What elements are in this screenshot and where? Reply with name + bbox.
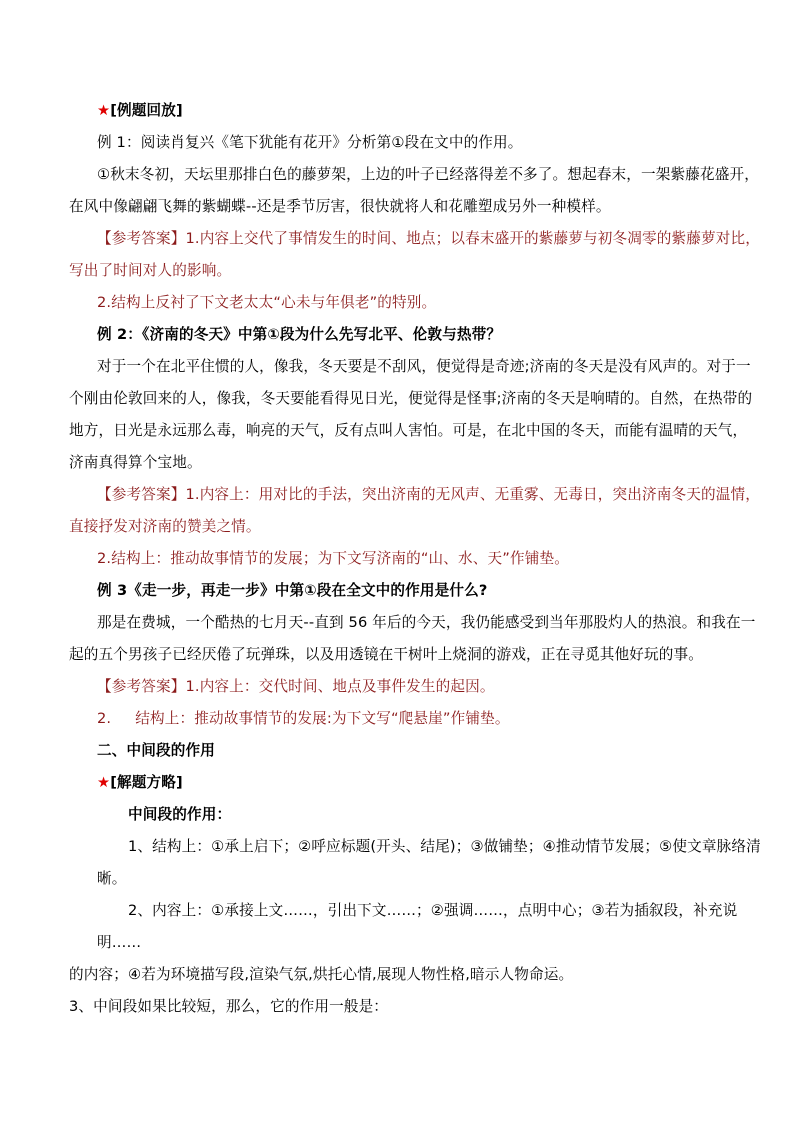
example2-passage-line3: 地方，日光是永远那么毒，响亮的天气，反有点叫人害怕。可是，在北中国的冬天，而能有温晴的天气， xyxy=(69,422,748,439)
example3-answer xyxy=(97,677,495,697)
example2-passage-line1: 对于一个在北平住惯的人，像我，冬天要是不刮风，便觉得是奇迹;济南的冬天是没有风声的。对于一 xyxy=(97,358,751,375)
point1-line2: 晰。 xyxy=(97,870,127,887)
point1-line1: 1、结构上：①承上启下；②呼应标题(开头、结尾)；③做铺垫；④推动情节发展；⑤使文章脉络清 xyxy=(128,838,761,855)
example3-answer-point2-text: 结构上：推动故事情节的发展:为下文写“爬悬崖”作铺垫。 xyxy=(135,710,510,727)
example2-passage-line2: 个刚由伦敦回来的人，像我，冬天要能看得见日光，便觉得是怪事;济南的冬天是响晴的。自然，在热带的 xyxy=(69,390,753,407)
example2-question: 例 2：《济南的冬天》中第①段为什么先写北平、伦敦与热带？ xyxy=(97,326,502,343)
middle-paragraph-subheading: 中间段的作用： xyxy=(128,806,232,823)
example3-passage-line2: 起的五个男孩子已经厌倦了玩弹珠，以及用透镜在干树叶上烧洞的游戏，正在寻觅其他好玩的事。 xyxy=(69,646,703,663)
example1-question: 例 1：阅读肖复兴《笔下犹能有花开》分析第①段在文中的作用。 xyxy=(97,134,523,151)
answer-label: 【参考答案】 xyxy=(97,678,186,695)
example-review-header xyxy=(97,101,183,121)
example-review-title: [例题回放] xyxy=(110,102,183,119)
example1-passage-line1: ①秋末冬初，天坛里那排白色的藤萝架，上边的叶子已经落得差不多了。想起春末，一架紫藤花盛开， xyxy=(97,166,759,183)
example2-answer-point2: 2.结构上：推动故事情节的发展；为下文写济南的“山、水、天”作铺垫。 xyxy=(97,550,569,567)
answer-label: 【参考答案】 xyxy=(97,486,186,503)
example1-answer-line1: 1.内容上交代了事情发生的时间、地点；以春末盛开的紫藤萝与初冬凋零的紫藤萝对比， xyxy=(185,230,760,247)
star-icon: ★ xyxy=(97,102,111,119)
example3-answer-line1: 1.内容上：交代时间、地点及事件发生的起因。 xyxy=(185,678,495,695)
example3-passage-line1: 那是在费城，一个酷热的七月天--直到 56 年后的今天，我仍能感受到当年那股灼人的热浪。和我在一 xyxy=(97,614,756,631)
example3-answer-point2 xyxy=(97,709,510,729)
method-header xyxy=(97,773,183,793)
point-number: 2. xyxy=(97,710,112,727)
method-title: [解题方略] xyxy=(110,774,183,791)
example1-answer-point2: 2.结构上反衬了下文老太太“心未与年俱老”的特别。 xyxy=(97,294,437,311)
example1-passage-line2: 在风中像翩翩飞舞的紫蝴蝶--还是季节厉害，很快就将人和花雕塑成另外一种模样。 xyxy=(69,198,611,215)
point2-line3: 的内容；④若为环境描写段,渲染气氛,烘托心情,展现人物性格,暗示人物命运。 xyxy=(69,966,574,983)
answer-label: 【参考答案】 xyxy=(97,230,186,247)
example2-answer-line2: 直接抒发对济南的赞美之情。 xyxy=(69,518,261,535)
example2-passage-line4: 济南真得算个宝地。 xyxy=(69,454,202,471)
example1-answer xyxy=(97,229,760,249)
point2-line2: 明…… xyxy=(97,934,142,951)
example1-answer-line2: 写出了时间对人的影响。 xyxy=(69,262,232,279)
example3-question: 例 3《走一步，再走一步》中第①段在全文中的作用是什么? xyxy=(97,582,488,599)
point3: 3、中间段如果比较短，那么，它的作用一般是： xyxy=(69,998,389,1015)
example2-answer xyxy=(97,485,760,505)
example2-answer-line1: 1.内容上：用对比的手法，突出济南的无风声、无重雾、无毒日，突出济南冬天的温情， xyxy=(185,486,760,503)
section-two-heading: 二、中间段的作用 xyxy=(97,742,215,759)
point2-line1: 2、内容上：①承接上文……，引出下文……；②强调……，点明中心；③若为插叙段，补充说 xyxy=(128,902,738,919)
star-icon: ★ xyxy=(97,774,111,791)
